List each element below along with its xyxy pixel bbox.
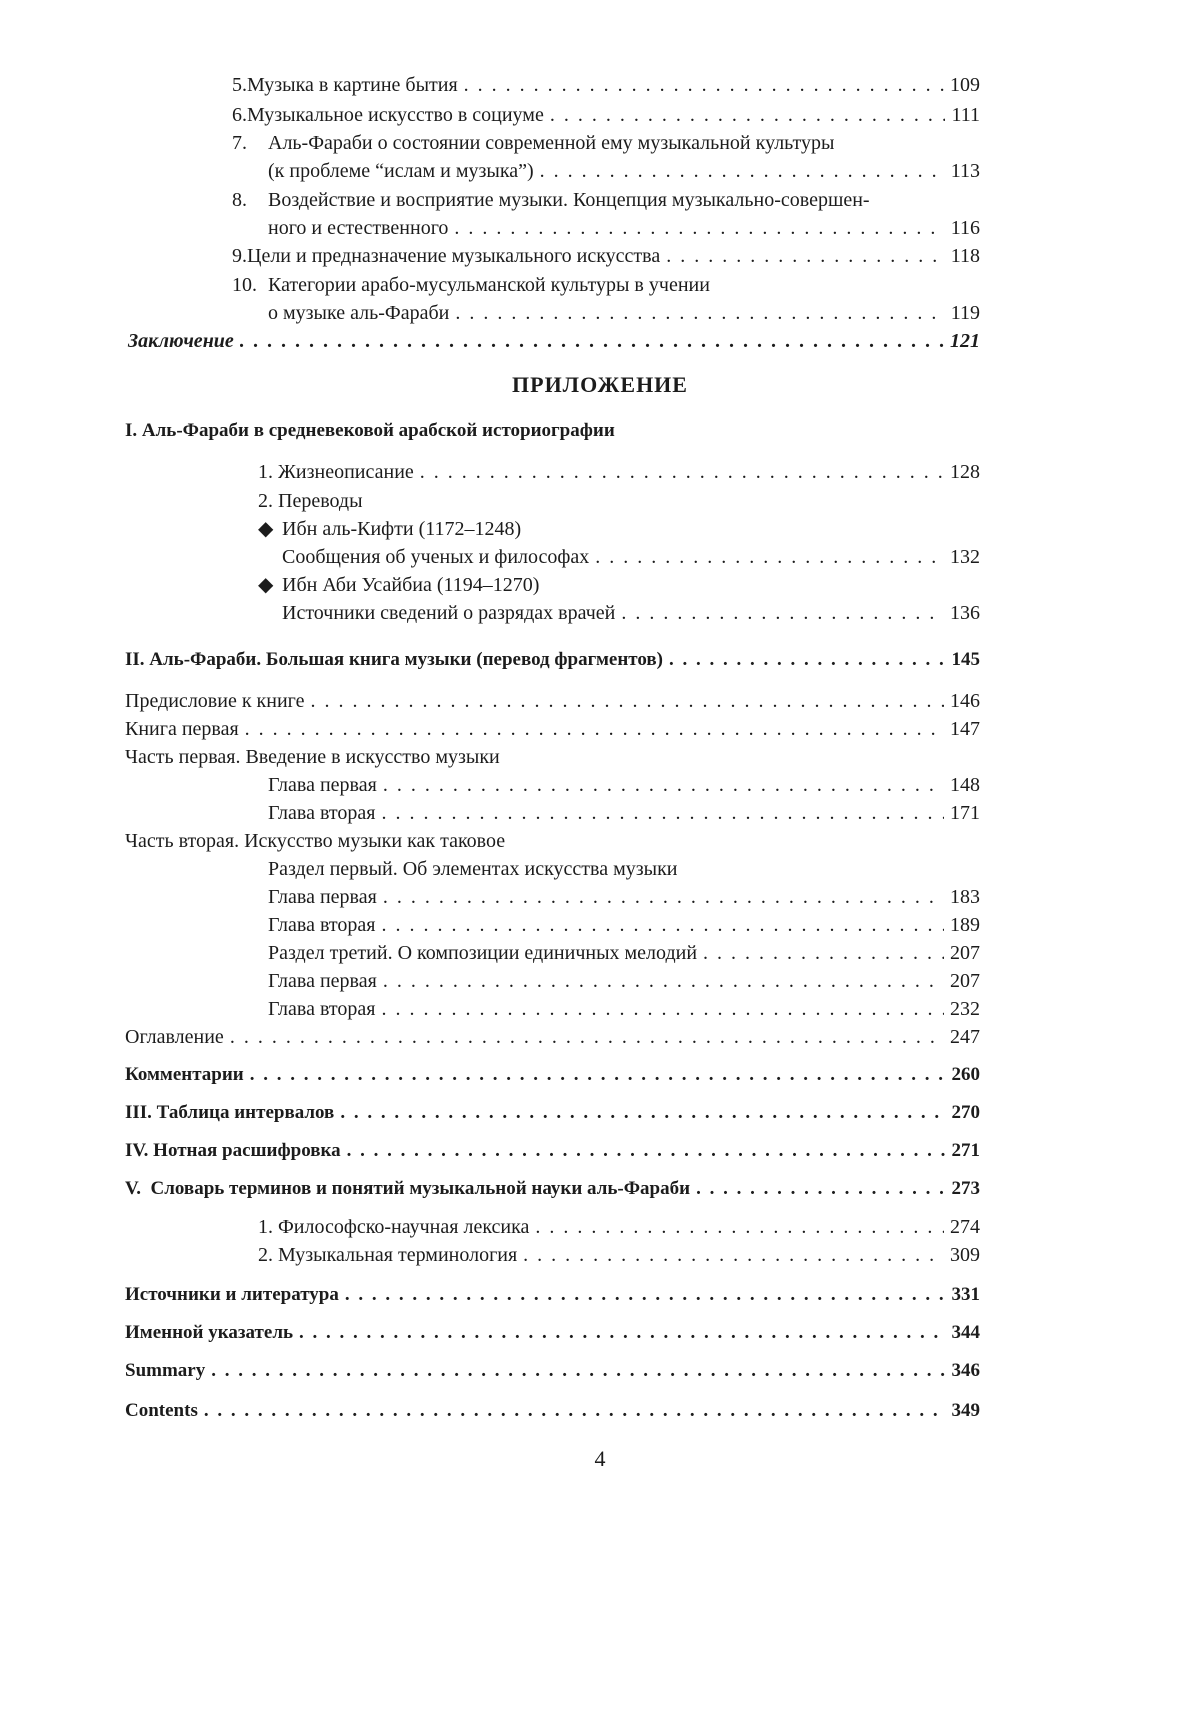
section-3-title — [125, 1098, 980, 1128]
entry-title: Глава первая — [268, 886, 377, 908]
dot-leader — [204, 1396, 946, 1426]
entry-page: 171 — [950, 802, 980, 824]
entry-title: Источники и литература — [125, 1284, 339, 1305]
toc-p1-chapter-1 — [268, 770, 980, 800]
entry-page: 331 — [951, 1284, 980, 1305]
entry-title: IV. Нотная расшифровка — [125, 1140, 341, 1161]
dot-leader — [420, 457, 944, 487]
entry-page: 148 — [950, 774, 980, 796]
entry-title: 1. Философско-научная лексика — [258, 1216, 530, 1238]
entry-page: 116 — [950, 217, 980, 239]
entry-title: 1. Жизнеописание — [258, 461, 414, 483]
toc-entry-7 — [232, 128, 980, 158]
page-number: 4 — [594, 1446, 606, 1471]
entry-title-cont: (к проблеме “ислам и музыка”) — [268, 160, 534, 182]
diamond-bullet-icon: ◆ — [258, 574, 274, 596]
entry-title: Сообщения об ученых и философах — [282, 546, 590, 568]
dot-leader — [696, 1174, 945, 1204]
section-2-title — [125, 645, 980, 675]
entry-page: 109 — [950, 74, 980, 96]
diamond-bullet-icon: ◆ — [258, 518, 274, 540]
entry-title: Музыкальное искусство в социуме — [247, 104, 544, 126]
toc-name-index — [125, 1318, 980, 1348]
toc-preface — [125, 686, 980, 716]
entry-page: 119 — [950, 302, 980, 324]
entry-page: 207 — [950, 970, 980, 992]
dot-leader — [669, 645, 945, 675]
entry-title: 2. Переводы — [258, 490, 363, 512]
toc-work-2 — [282, 598, 980, 628]
entry-page: 132 — [950, 546, 980, 568]
toc-section-one — [268, 854, 980, 884]
entry-title: Комментарии — [125, 1064, 244, 1085]
entry-title: Книга первая — [125, 718, 239, 740]
toc-s1-chapter-2 — [268, 910, 980, 940]
dot-leader — [245, 714, 944, 744]
toc-contents — [125, 1396, 980, 1426]
entry-page: 111 — [951, 104, 980, 126]
dot-leader — [383, 966, 944, 996]
entry-title: Глава вторая — [268, 998, 376, 1020]
entry-title: III. Таблица интервалов — [125, 1102, 335, 1123]
entry-title: 2. Музыкальная терминология — [258, 1244, 518, 1266]
entry-title: Категории арабо-мусульманской культуры в учении — [268, 274, 710, 296]
toc-entry-6 — [232, 100, 980, 130]
dot-leader — [595, 542, 944, 572]
entry-page: 346 — [951, 1360, 980, 1381]
entry-page: 349 — [951, 1400, 980, 1421]
toc-lexicon-2 — [258, 1240, 980, 1270]
toc-entry-8 — [232, 185, 980, 215]
entry-title: Музыка в картине бытия — [247, 74, 458, 96]
entry-page: 121 — [950, 330, 980, 352]
entry-title: Часть вторая. Искусство музыки как таковое — [125, 830, 506, 852]
dot-leader — [347, 1136, 946, 1166]
dot-leader — [454, 213, 944, 243]
entry-page: 113 — [950, 160, 980, 182]
toc-part-two — [125, 826, 980, 856]
toc-entry-10 — [232, 270, 980, 300]
toc-entry-9 — [232, 241, 980, 271]
section-1-title — [125, 416, 980, 446]
entry-page: 273 — [951, 1178, 980, 1199]
section-4-title — [125, 1136, 980, 1166]
dot-leader — [381, 798, 944, 828]
entry-title: II. Аль-Фараби. Большая книга музыки (перевод фрагментов) — [125, 649, 664, 670]
dot-leader — [540, 156, 945, 186]
entry-page: 189 — [950, 914, 980, 936]
entry-title-cont: о музыке аль-Фараби — [268, 302, 450, 324]
entry-title: Ибн аль-Кифти (1172–1248) — [282, 518, 522, 540]
toc-p1-chapter-2 — [268, 798, 980, 828]
entry-title: Contents — [125, 1400, 198, 1421]
toc-work-1 — [282, 542, 980, 572]
dot-leader — [703, 938, 944, 968]
entry-page: 309 — [950, 1244, 980, 1266]
dot-leader — [666, 241, 945, 271]
toc-summary — [125, 1356, 980, 1386]
entry-page: 274 — [950, 1216, 980, 1238]
entry-page: 145 — [951, 649, 980, 670]
entry-title: V. Словарь терминов и понятий музыкальной науки аль-Фараби — [125, 1178, 691, 1199]
toc-author-2 — [258, 570, 980, 600]
toc-entry-7-cont — [268, 156, 980, 186]
entry-number: 10. — [232, 274, 257, 296]
entry-title: Предисловие к книге — [125, 690, 305, 712]
entry-title: Цели и предназначение музыкального искусства — [247, 245, 661, 267]
entry-title: Глава вторая — [268, 914, 376, 936]
toc-lexicon-1 — [258, 1212, 980, 1242]
entry-page: 146 — [950, 690, 980, 712]
entry-title: Глава первая — [268, 970, 377, 992]
entry-title: Раздел третий. О композиции единичных мелодий — [268, 942, 698, 964]
entry-page: 128 — [950, 461, 980, 483]
entry-page: 271 — [951, 1140, 980, 1161]
entry-title: Глава первая — [268, 774, 377, 796]
entry-title: Аль-Фараби о состоянии современной ему музыкальной культуры — [268, 132, 835, 154]
entry-page: 270 — [951, 1102, 980, 1123]
toc-s3-chapter-1 — [268, 966, 980, 996]
toc-s1-chapter-1 — [268, 882, 980, 912]
entry-page: 260 — [951, 1064, 980, 1085]
entry-number: 7. — [232, 132, 247, 154]
entry-title-cont: ного и естественного — [268, 217, 449, 239]
entry-title: Ибн Аби Усайбиа (1194–1270) — [282, 574, 540, 596]
toc-inner-contents — [125, 1022, 980, 1052]
entry-page: 344 — [951, 1322, 980, 1343]
dot-leader — [345, 1280, 946, 1310]
toc-entry-8-cont — [268, 213, 980, 243]
toc-commentary — [125, 1060, 980, 1090]
dot-leader — [340, 1098, 945, 1128]
entry-title: Часть первая. Введение в искусство музыки — [125, 746, 500, 768]
entry-page: 183 — [950, 886, 980, 908]
entry-title: Источники сведений о разрядах врачей — [282, 602, 616, 624]
dot-leader — [250, 1060, 946, 1090]
entry-number: 8. — [232, 189, 247, 211]
dot-leader — [455, 298, 944, 328]
entry-page: 118 — [950, 245, 980, 267]
entry-number: 9. — [232, 245, 247, 267]
dot-leader — [211, 1356, 945, 1386]
toc-section-three — [268, 938, 980, 968]
toc-book-one — [125, 714, 980, 744]
entry-title: Воздействие и восприятие музыки. Концепция музыкально-совершен- — [268, 189, 870, 211]
toc-translations — [258, 486, 980, 516]
toc-conclusion — [128, 326, 980, 356]
toc-entry-5 — [232, 70, 980, 100]
dot-leader — [310, 686, 944, 716]
entry-page: 147 — [950, 718, 980, 740]
toc-author-1 — [258, 514, 980, 544]
dot-leader — [240, 326, 944, 356]
entry-page: 232 — [950, 998, 980, 1020]
entry-title: I. Аль-Фараби в средневековой арабской историографии — [125, 420, 615, 441]
dot-leader — [550, 100, 946, 130]
toc-part-one — [125, 742, 980, 772]
dot-leader — [535, 1212, 944, 1242]
entry-title: Глава вторая — [268, 802, 376, 824]
dot-leader — [230, 1022, 944, 1052]
dot-leader — [621, 598, 944, 628]
dot-leader — [383, 770, 944, 800]
entry-page: 207 — [950, 942, 980, 964]
dot-leader — [523, 1240, 944, 1270]
section-5-title — [125, 1174, 980, 1204]
dot-leader — [381, 910, 944, 940]
entry-page: 247 — [950, 1026, 980, 1048]
dot-leader — [383, 882, 944, 912]
toc-s3-chapter-2 — [268, 994, 980, 1024]
toc-entry-10-cont — [268, 298, 980, 328]
entry-title: Summary — [125, 1360, 206, 1381]
dot-leader — [299, 1318, 945, 1348]
entry-title: Заключение — [128, 330, 234, 352]
entry-page: 136 — [950, 602, 980, 624]
entry-number: 5. — [232, 74, 247, 96]
entry-title: Оглавление — [125, 1026, 224, 1048]
entry-title: Именной указатель — [125, 1322, 294, 1343]
dot-leader — [381, 994, 944, 1024]
toc-sources — [125, 1280, 980, 1310]
entry-title: Раздел первый. Об элементах искусства музыки — [268, 858, 678, 880]
toc-biography — [258, 457, 980, 487]
appendix-heading: ПРИЛОЖЕНИЕ — [512, 372, 688, 397]
dot-leader — [464, 70, 944, 100]
entry-number: 6. — [232, 104, 247, 126]
